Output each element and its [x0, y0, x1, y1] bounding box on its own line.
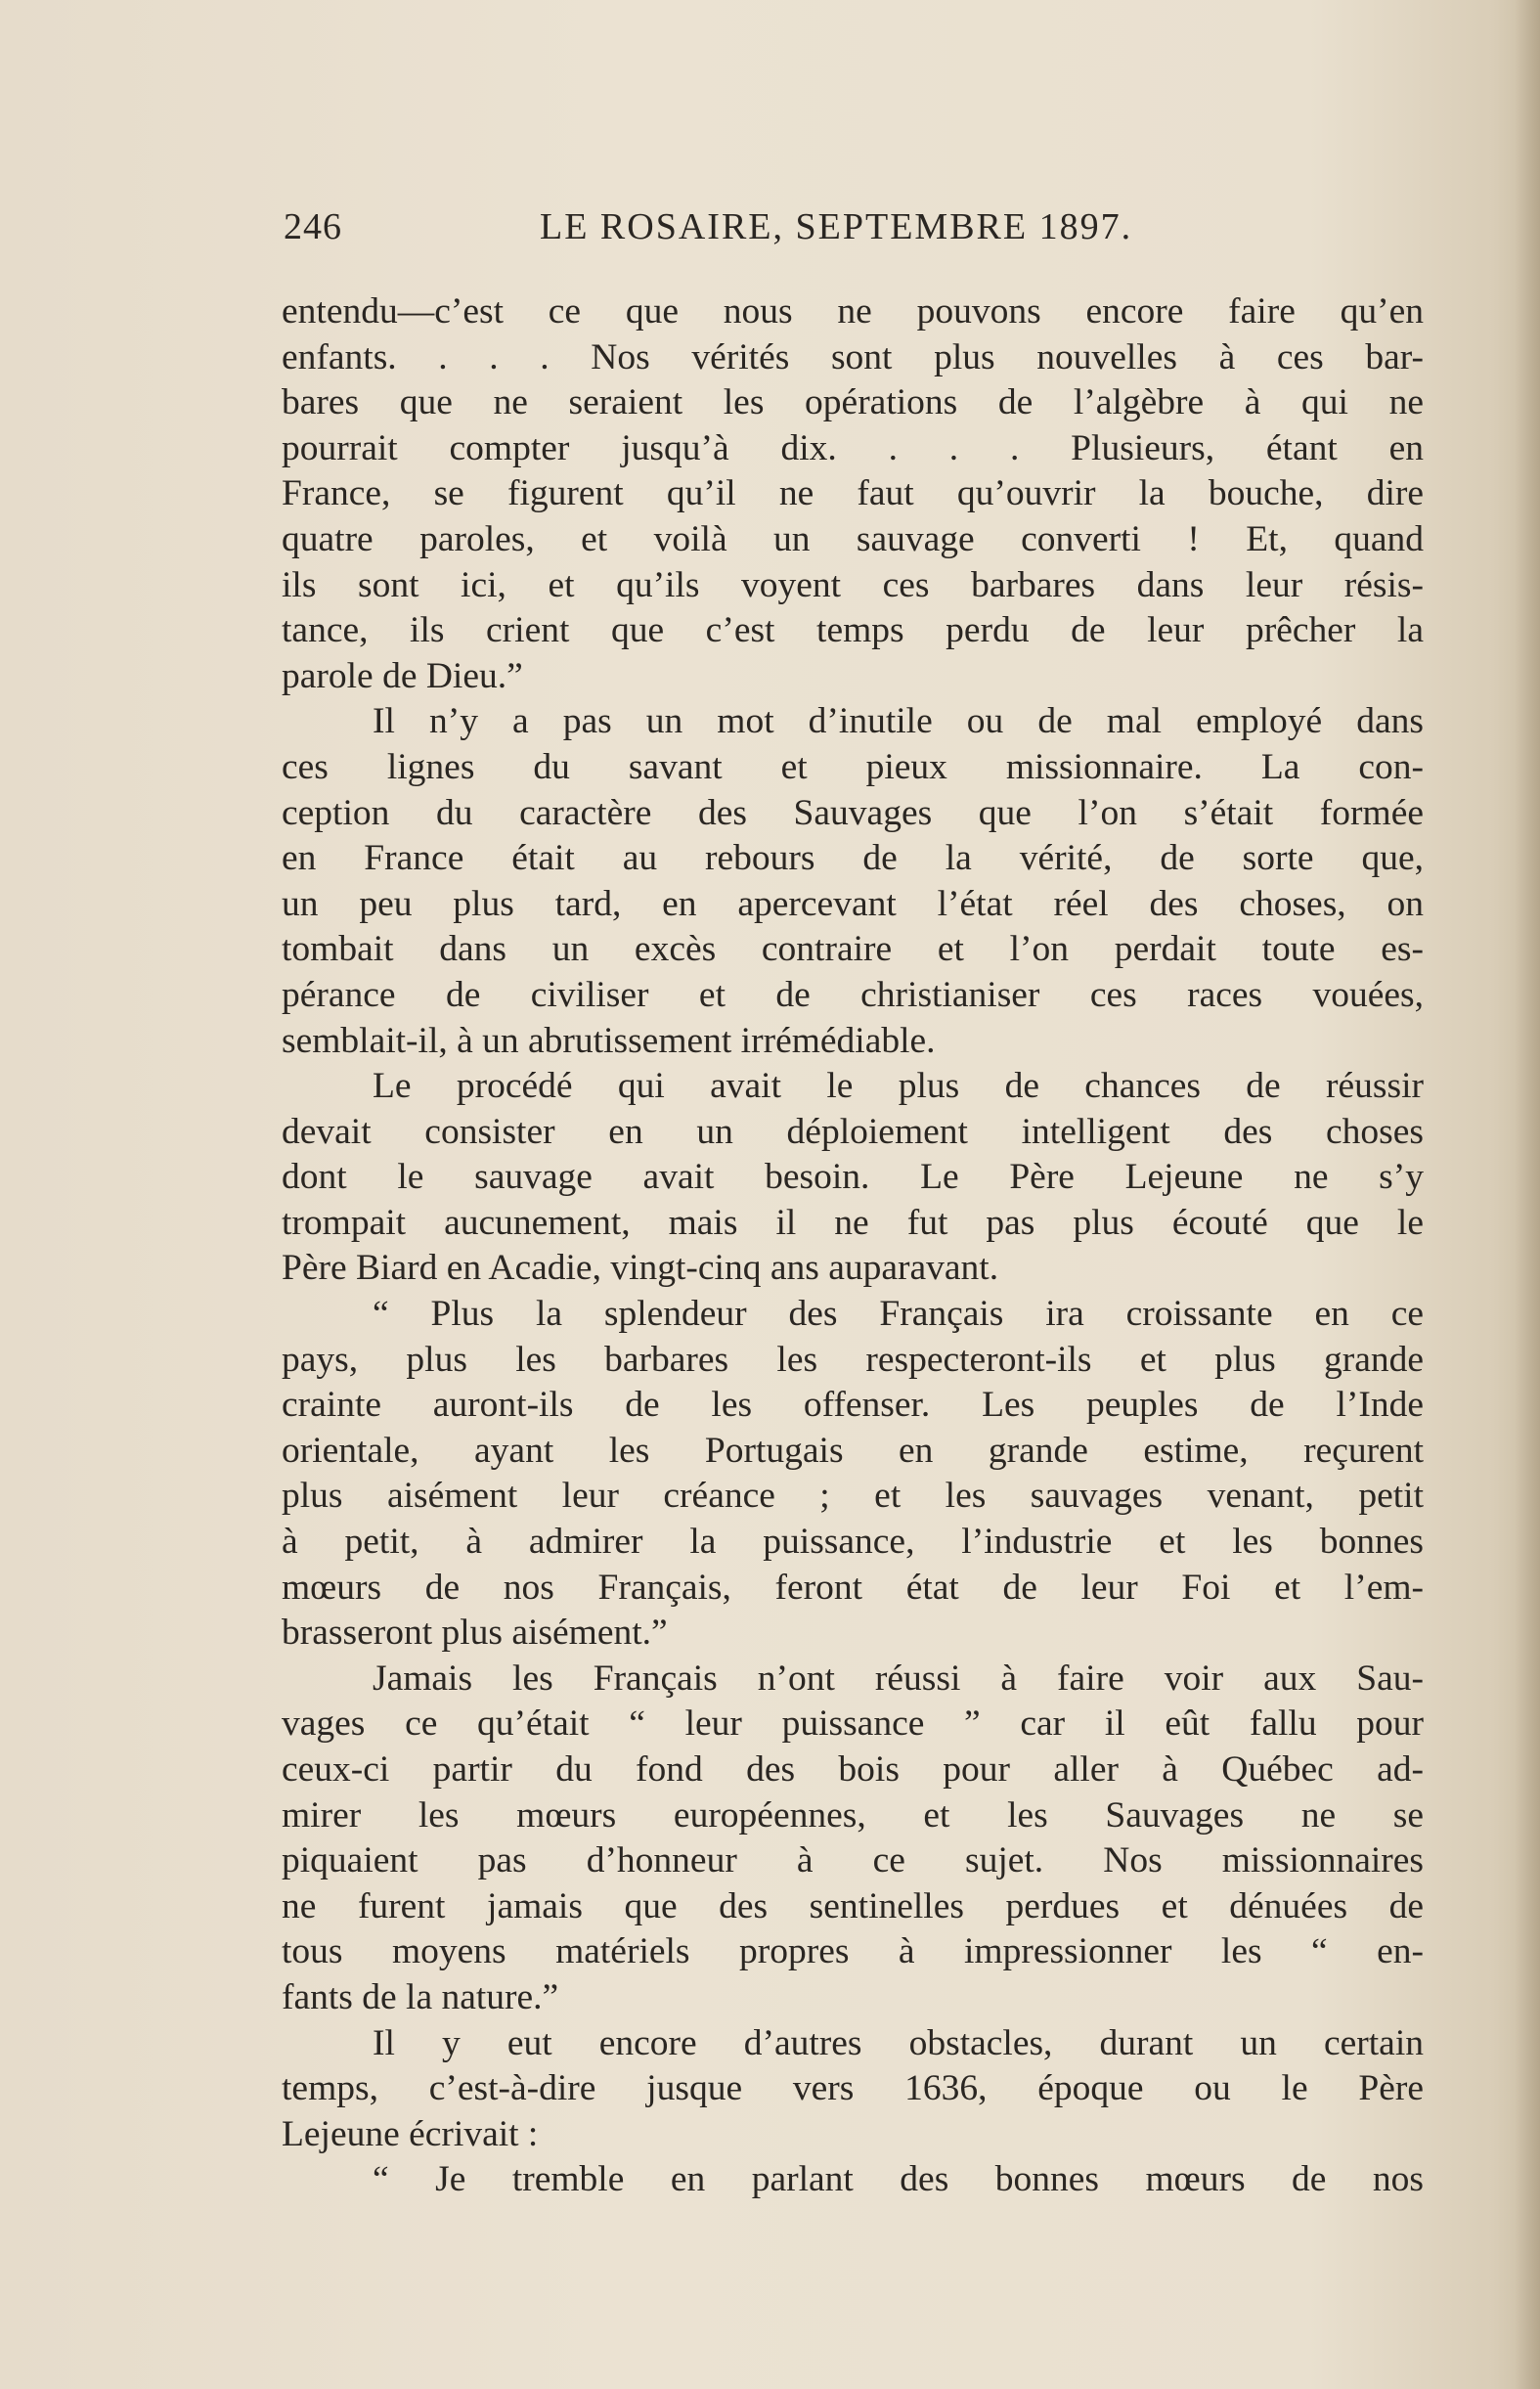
text-line: “ Plus la splendeur des Français ira croissante en ce — [373, 1294, 1424, 1335]
text-line: à petit, à admirer la puissance, l’industrie et les bonnes — [282, 1522, 1424, 1563]
text-line: fants de la nature.” — [282, 1976, 559, 2017]
text-line: orientale, ayant les Portugais en grande estime, reçurent — [282, 1430, 1424, 1471]
text-line: vages ce qu’était “ leur puissance ” car il eût fallu pour — [282, 1703, 1424, 1745]
text-line: “ Je tremble en parlant des bonnes mœurs de nos — [373, 2159, 1424, 2200]
text-line: Père Biard en Acadie, vingt-cinq ans auparavant. — [282, 1248, 999, 1289]
text-line: Le procédé qui avait le plus de chances de réussir — [373, 1066, 1424, 1107]
text-line: pourrait compter jusqu’à dix. . . . Plusieurs, étant en — [282, 427, 1424, 468]
text-line: quatre paroles, et voilà un sauvage converti ! Et, quand — [282, 518, 1424, 559]
text-line: entendu—c’est ce que nous ne pouvons encore faire qu’en — [282, 291, 1424, 332]
text-line: enfants. . . . Nos vérités sont plus nouvelles à ces bar- — [282, 336, 1424, 377]
running-header — [284, 205, 1426, 264]
text-line: pérance de civiliser et de christianiser ces races vouées, — [282, 974, 1424, 1015]
running-title: LE ROSAIRE, SEPTEMBRE 1897. — [540, 206, 1133, 247]
text-line: crainte auront-ils de les offenser. Les peuples de l’Inde — [282, 1385, 1424, 1426]
page-number: 246 — [284, 206, 342, 247]
text-line: bares que ne seraient les opérations de l’algèbre à qui ne — [282, 382, 1424, 423]
text-line: mœurs de nos Français, feront état de leur Foi et l’em- — [282, 1567, 1424, 1608]
text-line: plus aisément leur créance ; et les sauvages venant, petit — [282, 1476, 1424, 1517]
text-line: ces lignes du savant et pieux missionnaire. La con- — [282, 746, 1424, 787]
text-line: dont le sauvage avait besoin. Le Père Lejeune ne s’y — [282, 1157, 1424, 1198]
text-line: ceux-ci partir du fond des bois pour aller à Québec ad- — [282, 1749, 1424, 1790]
text-line: un peu plus tard, en apercevant l’état réel des choses, on — [282, 883, 1424, 924]
text-line: piquaient pas d’honneur à ce sujet. Nos missionnaires — [282, 1840, 1424, 1881]
body-text — [282, 289, 1424, 2203]
text-line: temps, c’est-à-dire jusque vers 1636, époque ou le Père — [282, 2068, 1424, 2109]
text-line: France, se figurent qu’il ne faut qu’ouvrir la bouche, dire — [282, 473, 1424, 514]
text-line: en France était au rebours de la vérité, de sorte que, — [282, 838, 1424, 879]
text-line: semblait-il, à un abrutissement irrémédiable. — [282, 1020, 936, 1061]
text-line: pays, plus les barbares les respecteront-ils et plus grande — [282, 1339, 1424, 1380]
text-line: tous moyens matériels propres à impressionner les “ en- — [282, 1931, 1424, 1972]
text-line: Jamais les Français n’ont réussi à faire voir aux Sau- — [373, 1658, 1424, 1699]
text-line: Il n’y a pas un mot d’inutile ou de mal employé dans — [373, 701, 1424, 742]
text-line: ception du caractère des Sauvages que l’on s’était formée — [282, 792, 1424, 833]
text-line: devait consister en un déploiement intelligent des choses — [282, 1111, 1424, 1152]
text-line: tombait dans un excès contraire et l’on perdait toute es- — [282, 929, 1424, 970]
text-line: brasseront plus aisément.” — [282, 1613, 668, 1654]
text-line: ils sont ici, et qu’ils voyent ces barbares dans leur résis- — [282, 564, 1424, 605]
page-edge-shadow — [1515, 0, 1540, 2389]
text-line: tance, ils crient que c’est temps perdu de leur prêcher la — [282, 610, 1424, 651]
text-line: ne furent jamais que des sentinelles perdues et dénuées de — [282, 1885, 1424, 1926]
text-line: trompait aucunement, mais il ne fut pas plus écouté que le — [282, 1202, 1424, 1243]
text-line: parole de Dieu.” — [282, 655, 523, 696]
text-line: Il y eut encore d’autres obstacles, durant un certain — [373, 2022, 1424, 2063]
text-line: mirer les mœurs européennes, et les Sauvages ne se — [282, 1794, 1424, 1836]
text-line: Lejeune écrivait : — [282, 2113, 539, 2154]
